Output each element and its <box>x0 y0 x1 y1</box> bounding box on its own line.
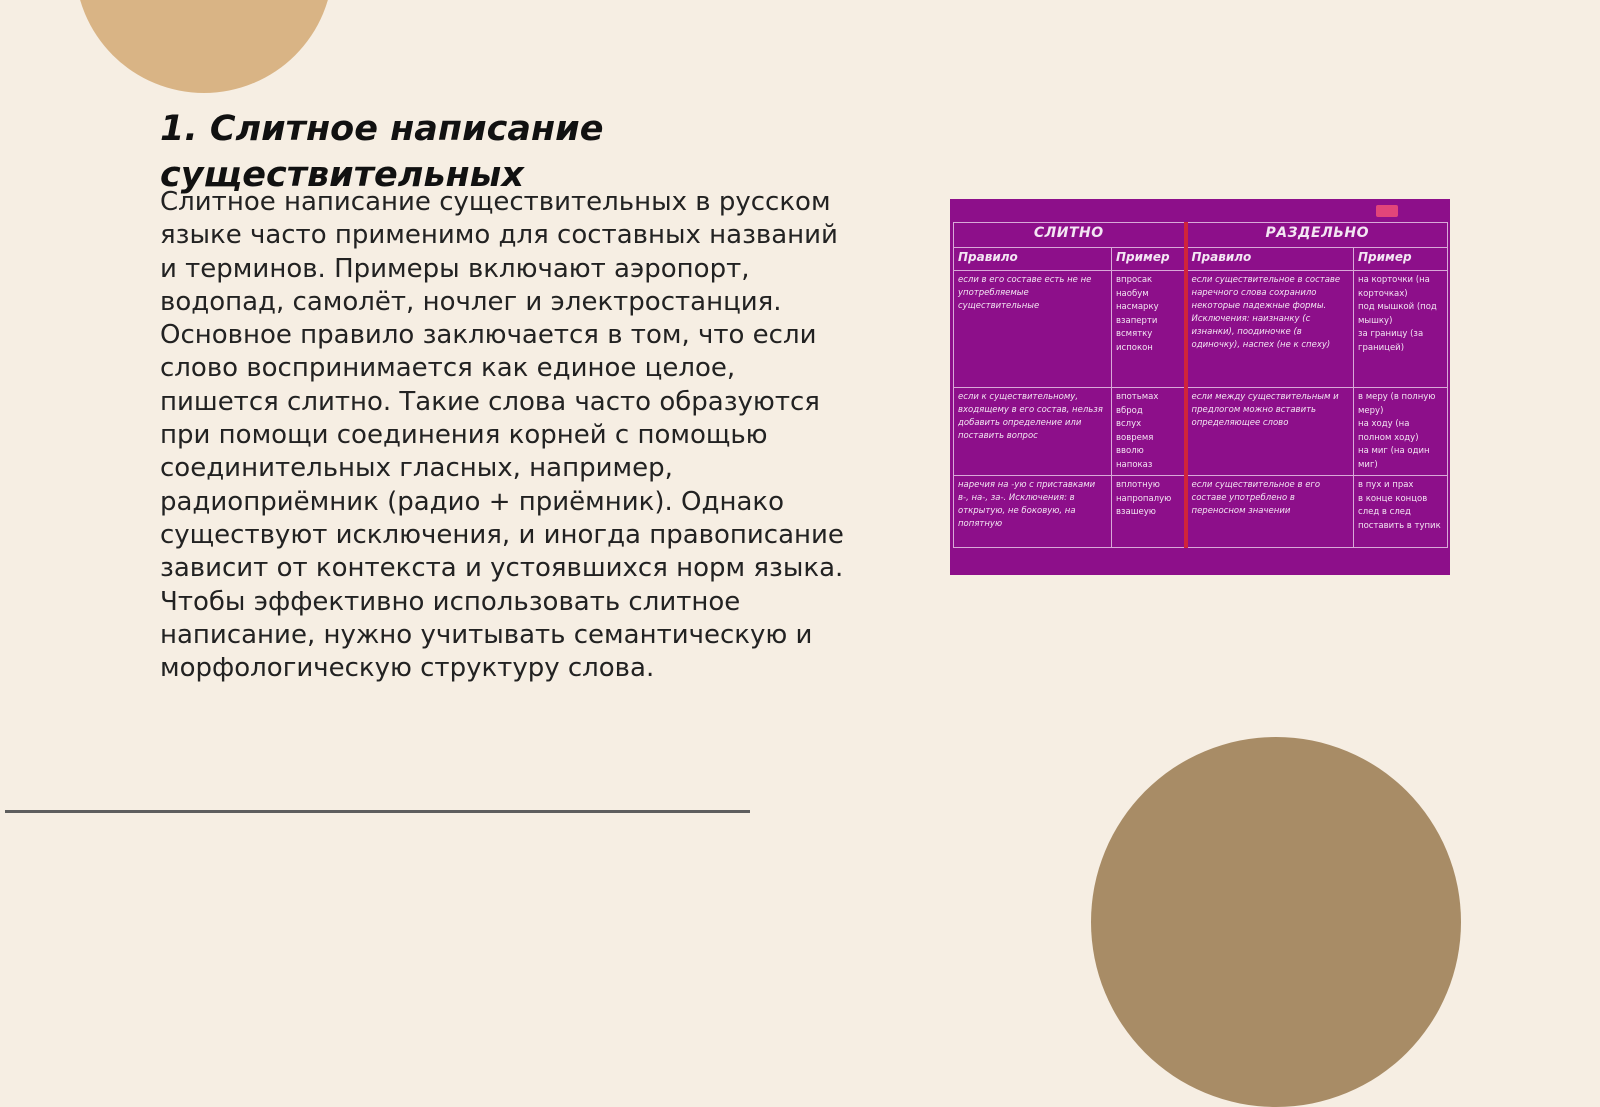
divider-line <box>5 810 750 813</box>
together-rule-cell: если к существительному, входящему в его состав, нельзя добавить определение или поставить вопрос <box>954 388 1112 476</box>
separate-rule-cell: если между существительным и предлогом можно вставить определяющее слово <box>1186 388 1354 476</box>
corner-mark-icon <box>1376 205 1398 217</box>
decorative-circle-bottom <box>1091 737 1461 1107</box>
rules-table-image <box>950 199 1450 575</box>
header-separate-example: Пример <box>1354 248 1448 271</box>
spelling-rules-table <box>953 222 1448 548</box>
header-together-example: Пример <box>1112 248 1186 271</box>
separate-example-cell: в меру (в полную меру) на ходу (на полном ходу) на миг (на один миг) <box>1354 388 1448 476</box>
slide-title: 1. Слитное написание существительных <box>160 109 604 195</box>
separate-example-cell: на корточки (на корточках) под мышкой (под мышку) за границу (за границей) <box>1354 271 1448 388</box>
together-example-cell: впросак наобум насмарку взаперти всмятку испокон <box>1112 271 1186 388</box>
header-together-rule: Правило <box>954 248 1112 271</box>
decorative-circle-top <box>75 0 333 93</box>
together-rule-cell: наречия на -ую с приставками в-, на-, за-. Исключения: в открытую, не боковую, на попятную <box>954 476 1112 548</box>
table-row <box>954 388 1448 476</box>
separate-rule-cell: если существительное в составе наречного слова сохранило некоторые падежные формы. Исключения: наизнанку (с изнанки), поодиночке (в одиночку), наспех (не к спеху) <box>1186 271 1354 388</box>
separate-example-cell: в пух и прах в конце концов след в след поставить в тупик <box>1354 476 1448 548</box>
header-together: СЛИТНО <box>954 223 1186 248</box>
header-separate-rule: Правило <box>1186 248 1354 271</box>
together-rule-cell: если в его составе есть не не употребляемые существительные <box>954 271 1112 388</box>
table-row <box>954 271 1448 388</box>
together-example-cell: впотьмах вброд вслух вовремя вволю напоказ <box>1112 388 1186 476</box>
slide-body-text: Слитное написание существительных в русском языке часто применимо для составных названий и терминов. Примеры включают аэропорт, водопад, самолёт, ночлег и электростанция. Основное правило заключается в том, что если слово воспринимается как единое целое, пишется слитно. Такие слова часто образуются при помощи соединения корней с помощью соединительных гласных, например, радиоприёмник (радио + приёмник). Однако существуют исключения, и иногда правописание зависит от контекста и устоявшихся норм языка. Чтобы эффективно использовать слитное написание, нужно учитывать семантическую и морфологическую структуру слова. <box>160 187 844 684</box>
table-row <box>954 476 1448 548</box>
together-example-cell: вплотную напропалую взашеую <box>1112 476 1186 548</box>
header-separate: РАЗДЕЛЬНО <box>1186 223 1448 248</box>
separate-rule-cell: если существительное в его составе употреблено в переносном значении <box>1186 476 1354 548</box>
